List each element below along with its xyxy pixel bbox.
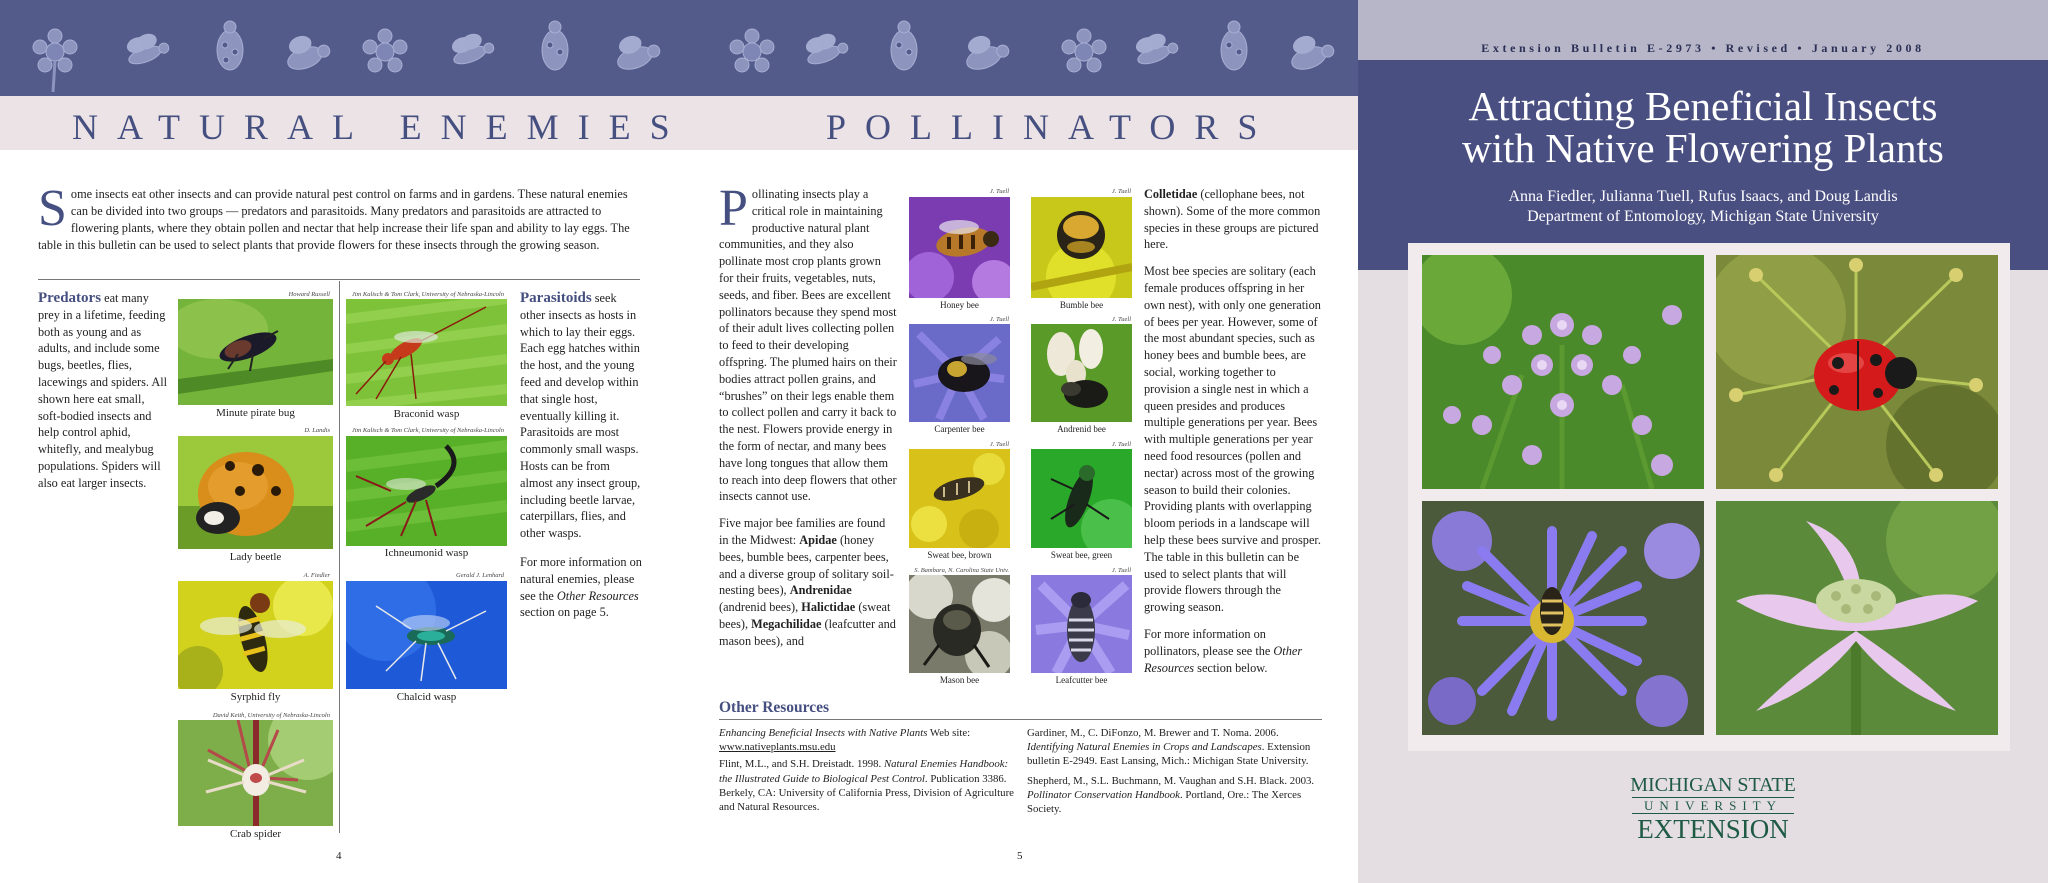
pollinators-intro: Pollinating insects play a critical role in maintaining productive natural plant communities, and they also pollinate most crop plants grown for their fruits, vegetables, nuts, seeds, and fiber. Bees are excellent pollinators because they spend most of their adult lives collecting pollen to feed to their developing offspring. The plumed hairs on their bodies attract pollen grains, and “brushes” on their legs enable them to collect pollen and carry it back to the nest. Flowers provide energy in the form of nectar, and many bees have long tongues that allow them to reach into deep flowers that other insects cannot use. Five major bee families are found in the Midwest: Apidae (honey bees, bumble bees, carpenter bees, and a diverse group of solitary soil-nesting bees), Andrenidae (andrenid bees), Halictidae (sweat bees), Megachilidae (leafcutter and mason bees), and [719, 180, 897, 648]
msu-logo-line2: UNIVERSITY [1632, 797, 1794, 814]
bumble-bee-photo [1031, 197, 1132, 298]
allium-flower-photo [1422, 255, 1704, 489]
insect-pattern-icon [694, 0, 1358, 96]
photo-credit: S. Bambara, N. Carolina State Univ. [914, 567, 1009, 574]
photo-credit: J. Tuell [989, 441, 1009, 448]
photo-credit: J. Tuell [1111, 441, 1131, 448]
other-resources-heading: Other Resources [719, 699, 830, 716]
parasitoids-text: Parasitoids seek other insects as hosts in which to lay their eggs. Each egg hatches within the host, and the young feed and develop within that single host, eventually killing it. Parasitoids are most commonly small wasps. Hosts can be from almost any insect group, including beetle larvae, caterpillars, flies, and other wasps. For more information on natural enemies, please see the Other Resources section on page 5. [520, 290, 642, 620]
photo-caption: Sweat bee, brown [927, 550, 992, 560]
cover-title-line2: with Native Flowering Plants [1462, 125, 1944, 171]
aster-bee-photo [1422, 501, 1704, 735]
photo-caption: Sweat bee, green [1050, 550, 1113, 560]
photo-caption: Bumble bee [1059, 300, 1104, 310]
honey-bee-photo [909, 197, 1010, 298]
andrenid-bee-photo [1031, 324, 1132, 422]
cover-authors: Anna Fiedler, Julianna Tuell, Rufus Isaacs, and Doug Landis [1508, 188, 1898, 205]
photo-caption: Lady beetle [229, 551, 282, 563]
msu-logo [1618, 774, 1808, 843]
ladybug-flower-photo [1716, 255, 1998, 489]
photo-caption: Andrenid bee [1057, 424, 1106, 434]
bee-balm-flower-photo [1716, 501, 1998, 735]
predators-heading: Predators [38, 290, 102, 306]
predators-text: Predators eat many prey in a lifetime, feeding both as young and as adults, and include some bugs, beetles, flies, lacewings and spiders. All shown here eat small, soft-bodied insects and help control aphid, whitefly, and mealybug populations. Spiders will also eat larger insects. [38, 290, 168, 490]
photo-caption: Mason bee [939, 675, 980, 685]
photo-caption: Leafcutter bee [1055, 675, 1108, 685]
resources-divider [719, 719, 1322, 720]
left-decorative-band [0, 0, 694, 96]
sweat-bee-green-photo [1031, 449, 1132, 548]
photo-credit: Gerald J. Lenhard [456, 572, 504, 579]
syrphid-fly-photo [178, 581, 333, 689]
photo-credit: David Keith, University of Nebraska-Lincoln [212, 712, 330, 719]
photo-credit: A. Fiedler [303, 572, 330, 579]
photo-caption: Syrphid fly [230, 691, 281, 703]
photo-caption: Minute pirate bug [216, 407, 295, 419]
minute-pirate-bug-photo [178, 299, 333, 405]
dropcap-s: S [38, 180, 67, 237]
natural-enemies-title: NATURAL ENEMIES [72, 107, 689, 147]
photo-credit: J. Tuell [1111, 188, 1131, 195]
natural-enemies-intro: Some insects eat other insects and can provide natural pest control on farms and in gardens. These natural enemies can be divided into two groups — predators and parasitoids. Many predators and parasitoids are attracted to flowering plants, where they obtain pollen and nectar that help increase their life span and ability to lay eggs. The table in this bulletin can be used to select plants that provide flowers for these insects through the growing season. [38, 180, 630, 252]
photo-caption: Crab spider [229, 828, 281, 840]
photo-caption: Chalcid wasp [396, 691, 457, 703]
middle-decorative-band [694, 0, 1358, 96]
photo-caption: Braconid wasp [393, 408, 460, 420]
photo-credit: J. Tuell [989, 188, 1009, 195]
photo-credit: D. Landis [304, 427, 330, 434]
resources-right-column: Gardiner, M., C. DiFonzo, M. Brewer and T. Noma. 2006. Identifying Natural Enemies in Crops and Landscapes. Extension bulletin E-2949. East Lansing, Mich.: Michigan State University. Shepherd, M., S.L. Buchmann, M. Vaughan and S.H. Black. 2003. Pollinator Conservation Handbook. Portland, Ore.: The Xerces Society. [1027, 727, 1315, 816]
insect-pattern-icon [0, 0, 694, 96]
crab-spider-photo [178, 720, 333, 826]
photo-credit: Jim Kalisch & Tom Clark, University of Nebraska-Lincoln [351, 427, 504, 434]
ichneumonid-wasp-photo [346, 436, 507, 546]
bulletin-line: Extension Bulletin E-2973 • Revised • January 2008 [1481, 41, 1925, 55]
photo-credit: Howard Russell [288, 291, 330, 298]
leafcutter-bee-photo [1031, 575, 1132, 673]
mason-bee-photo [909, 575, 1010, 673]
carpenter-bee-photo [909, 324, 1010, 422]
msu-logo-line3: EXTENSION [1637, 814, 1789, 844]
photo-credit: J. Tuell [989, 316, 1009, 323]
photo-credit: Jim Kalisch & Tom Clark, University of Nebraska-Lincoln [351, 291, 504, 298]
dropcap-p: P [719, 180, 748, 237]
section-divider [38, 279, 640, 280]
pollinators-title: POLLINATORS [826, 107, 1277, 147]
cover-department: Department of Entomology, Michigan State University [1527, 208, 1879, 225]
page-number: 5 [1017, 850, 1023, 862]
photo-credit: J. Tuell [1111, 567, 1131, 574]
photo-caption: Honey bee [940, 300, 979, 310]
photo-caption: Ichneumonid wasp [384, 547, 469, 559]
photo-credit: J. Tuell [1111, 316, 1131, 323]
sweat-bee-brown-photo [909, 449, 1010, 548]
parasitoids-heading: Parasitoids [520, 290, 592, 306]
page-number: 4 [336, 850, 342, 862]
msu-logo-line1: MICHIGAN STATE [1630, 774, 1796, 796]
chalcid-wasp-photo [346, 581, 507, 689]
resources-left-column: Enhancing Beneficial Insects with Native Plants Web site: www.nativeplants.msu.edu Flint, M.L., and S.H. Dreistadt. 1998. Natural Enemies Handbook: the Illustrated Guide to Biological Pest Control. Publication 3386. Berkely, CA: University of California Press, Division of Agriculture and Natural Resources. [719, 727, 1014, 814]
cover-title-line1: Attracting Beneficial Insects [1468, 83, 1938, 129]
braconid-wasp-photo [346, 299, 507, 406]
nativeplants-link[interactable]: www.nativeplants.msu.edu [719, 741, 836, 754]
column-divider [339, 281, 340, 833]
photo-caption: Carpenter bee [934, 424, 985, 434]
lady-beetle-photo [178, 436, 333, 549]
pollinators-text-right: Colletidae (cellophane bees, not shown). Some of the more common species in these groups are pictured here. Most bee species are solitary (each female produces offspring in her own nest), with only one generation of bees per year. However, some of the most abundant species, such as honey bees and bumble bees, are social, working together to provision a single nest in which a queen presides and produces multiple generations per year. Bees with multiple generations per year need food resources (pollen and nectar) across most of the growing season to build their colonies. Providing plants with overlapping bloom periods in a landscape will help these bees survive and prosper. The table in this bulletin can be used to select plants that will provide flowers through the growing season. For more information on pollinators, please see the Other Resources section below. [1144, 187, 1321, 675]
